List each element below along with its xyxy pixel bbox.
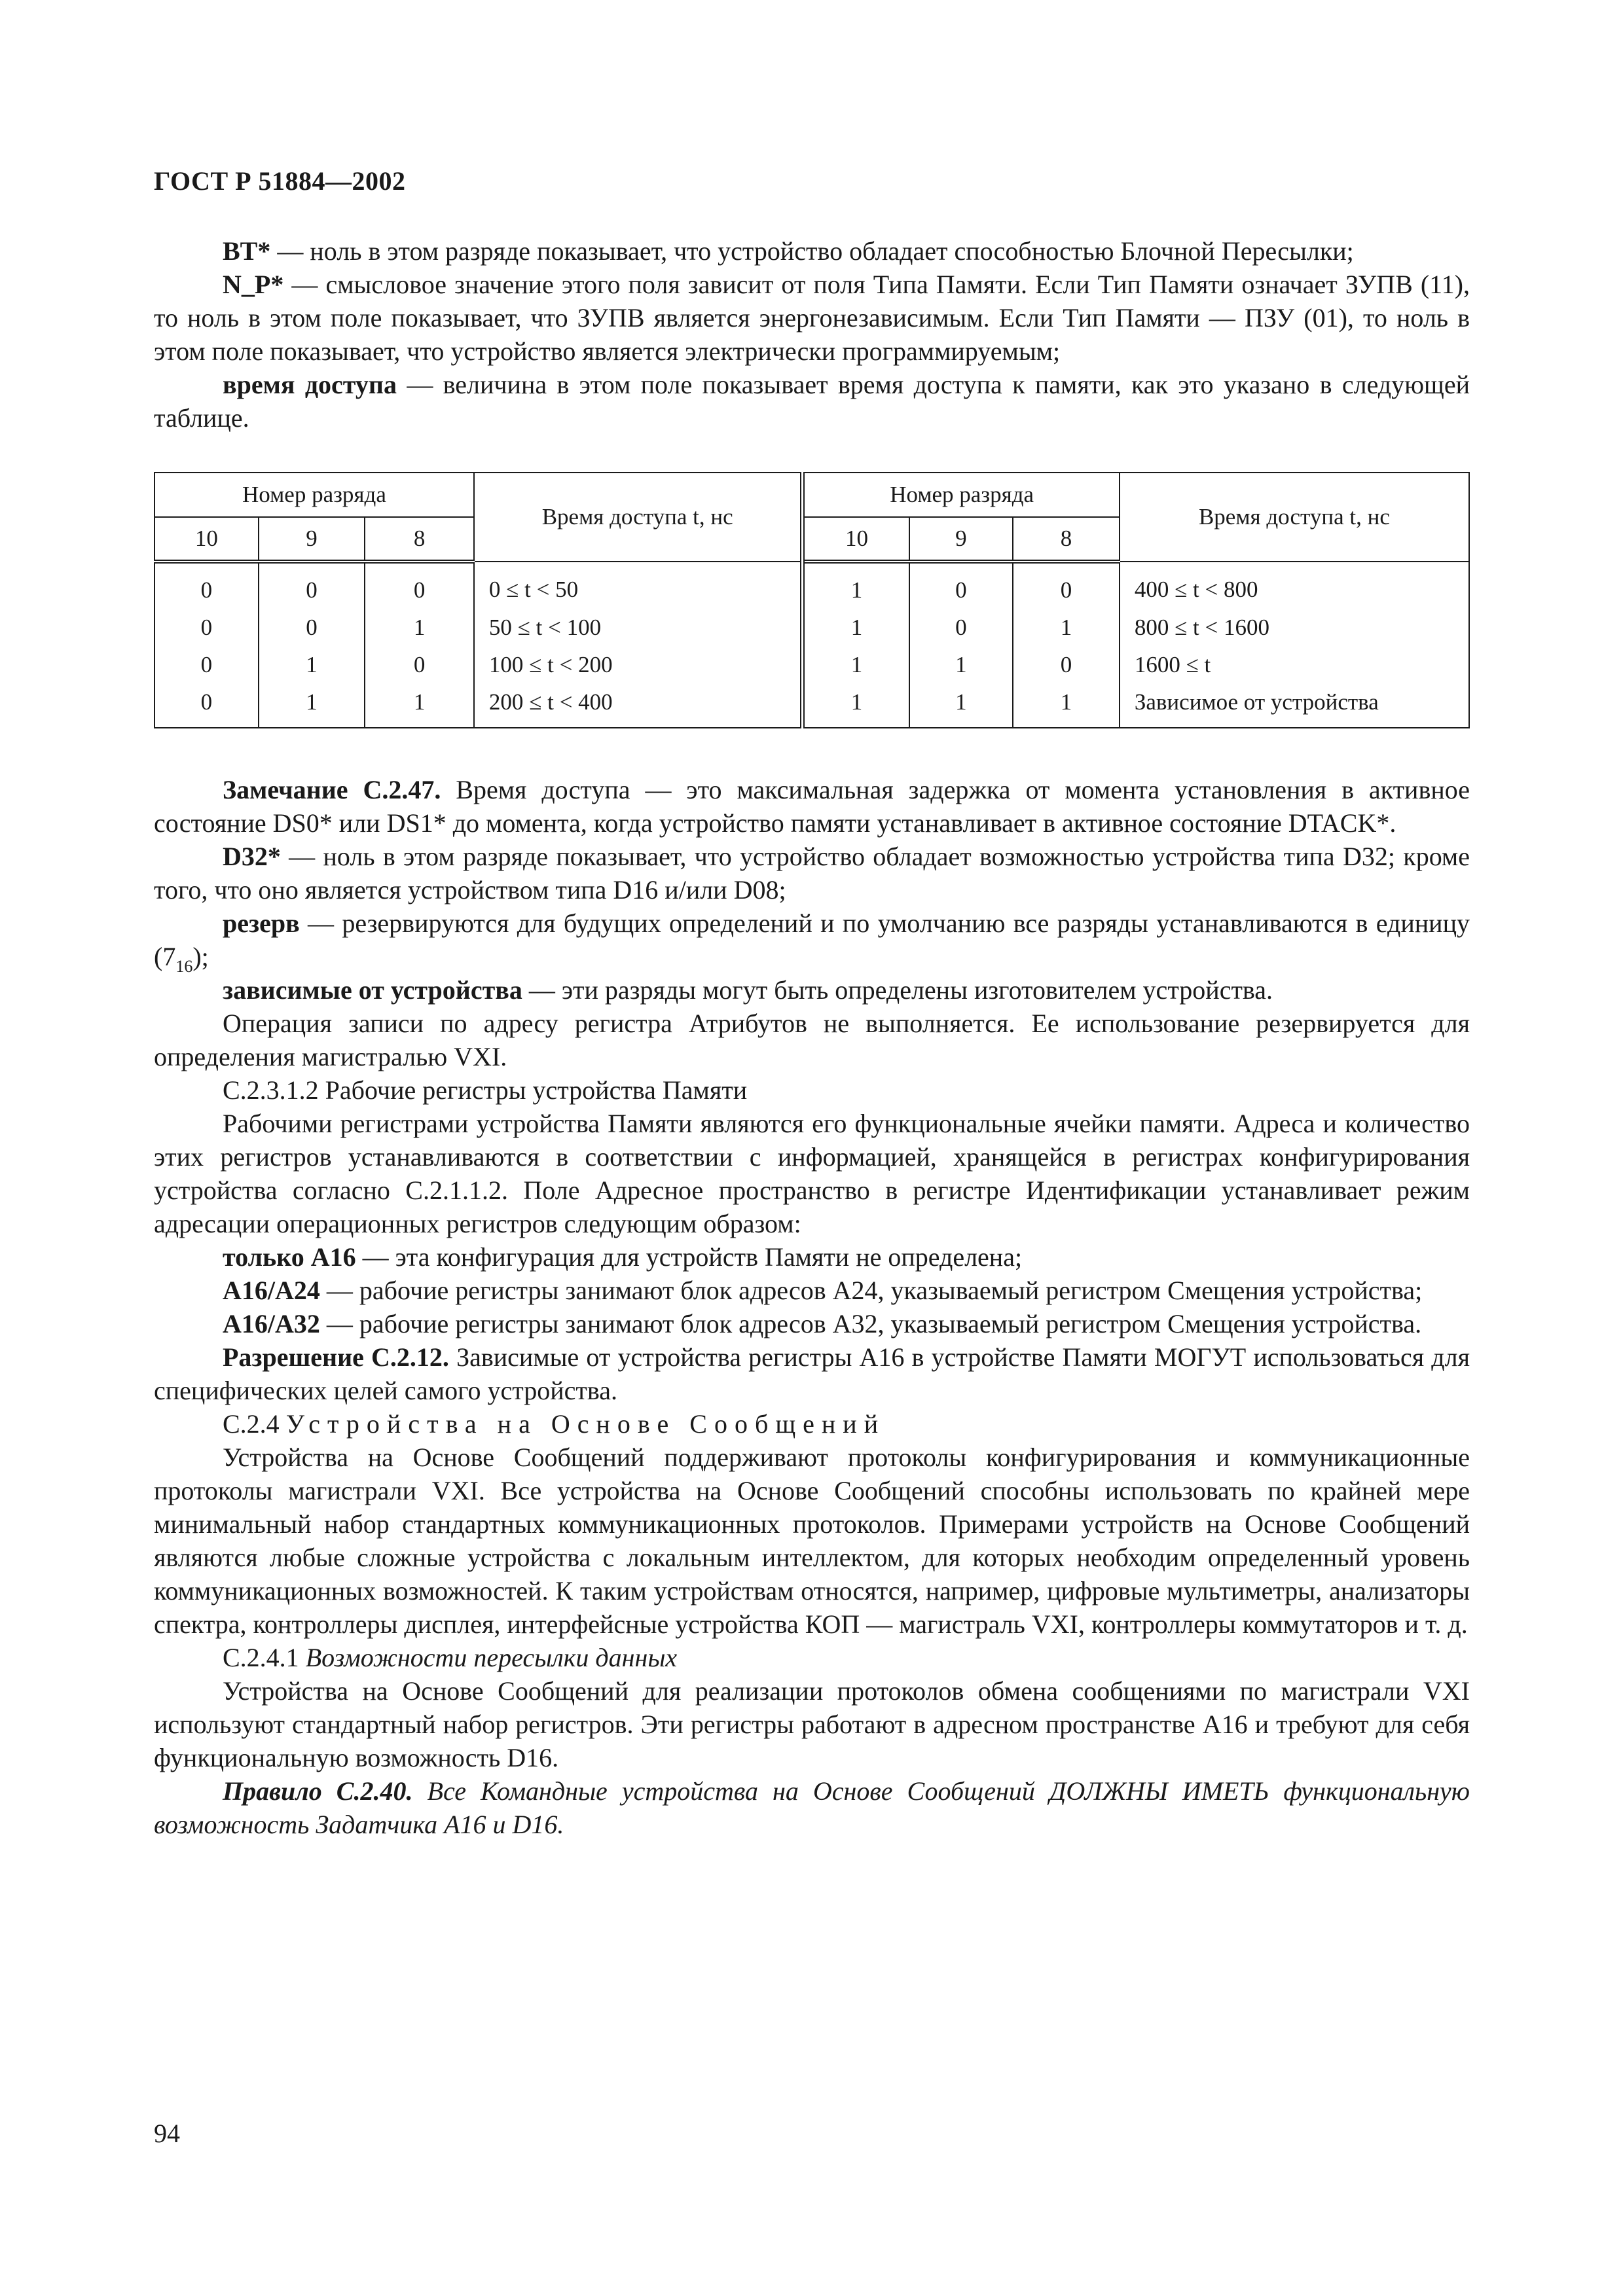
access-time-table-wrap <box>154 472 1470 728</box>
table-cell: 1 <box>259 646 365 683</box>
term-d32: D32* <box>223 842 281 871</box>
header-bit-8-right: 8 <box>1013 517 1120 562</box>
table-cell: 1 <box>1013 609 1120 646</box>
table-cell: 1 <box>365 683 474 728</box>
table-cell: 0 <box>259 562 365 609</box>
table-cell: 50 ≤ t < 100 <box>474 609 803 646</box>
table-row <box>155 562 1469 609</box>
table-row <box>155 683 1469 728</box>
header-bit-9-right: 9 <box>909 517 1013 562</box>
table-cell: 0 <box>365 562 474 609</box>
header-bit-8-left: 8 <box>365 517 474 562</box>
text-a16-only: — эта конфигурация для устройств Памяти не определена; <box>356 1242 1023 1272</box>
header-access-time-right-text: Время доступа t, нс <box>1198 504 1390 529</box>
permission-c212 <box>154 1340 1470 1407</box>
paragraph-message-devices: Устройства на Основе Сообщений поддерживают протоколы конфигурирования и коммуникационные протоколы магистрали VXI. Все устройства на Основе Сообщений способны использовать по крайней мере минимальный набор стандартных коммуникационных протоколов. Примерами устройств на Основе Сообщений являются любые сложные устройства с локальным интеллектом, для которых необходим определенный уровень коммуникационных возможностей. К таким устройствам относятся, например, цифровые мультиметры, анализаторы спектра, контроллеры дисплея, интерфейсные устройства КОП — магистраль VXI, контроллеры коммутаторов и т. д. <box>154 1443 1470 1639</box>
page-content <box>154 234 1470 1841</box>
header-access-time-left-text: Время доступа t, нс <box>541 504 733 529</box>
table-cell: 1 <box>803 609 909 646</box>
rule-c240 <box>154 1774 1470 1841</box>
header-bit-number-left: Номер разряда <box>155 473 474 517</box>
table-cell: 0 <box>259 609 365 646</box>
subscript-16: 16 <box>175 957 193 976</box>
text-d32: — ноль в этом разряде показывает, что устройство обладает возможностью устройства типа D32; кроме того, что оно является устройством типа D16 и/или D08; <box>154 842 1470 905</box>
text-a16-a24: — рабочие регистры занимают блок адресов А24, указываемый регистром Смещения устройства; <box>319 1276 1423 1305</box>
table-cell: 0 <box>909 562 1013 609</box>
table-cell: 1 <box>909 683 1013 728</box>
text-rule-c240: Все Командные устройства на Основе Сообщений ДОЛЖНЫ ИМЕТЬ функциональную возможность Задатчика А16 и D16. <box>154 1776 1470 1839</box>
term-a16-a24: А16/А24 <box>223 1276 320 1305</box>
section-c24-title: Устройства на Основе Сообщений <box>285 1409 886 1439</box>
table-cell: 1 <box>909 646 1013 683</box>
paragraph-attribute-write: Операция записи по адресу регистра Атрибутов не выполняется. Ее использование резервируется для определения магистралью VXI. <box>154 1009 1470 1071</box>
term-reserve: резерв <box>223 908 300 938</box>
table-cell: 100 ≤ t < 200 <box>474 646 803 683</box>
note-c247 <box>154 773 1470 840</box>
text-reserve-tail: ); <box>192 942 209 971</box>
table-header-row <box>155 473 1469 517</box>
paragraph-device-dependent <box>154 973 1470 1007</box>
page-number: 94 <box>154 2119 180 2148</box>
term-np: N_P* <box>223 270 284 299</box>
table-cell: 1 <box>1013 683 1120 728</box>
document-header: ГОСТ Р 51884—2002 <box>154 166 406 196</box>
paragraph-d32 <box>154 840 1470 906</box>
term-device-dependent: зависимые от устройства <box>223 975 522 1005</box>
text-np: — смысловое значение этого поля зависит от поля Типа Памяти. Если Тип Памяти означает ЗУПВ (11), то ноль в этом поле показывает, что ЗУПВ является энергонезависимым. Если Тип Памяти — ПЗУ (01), то ноль в этом поле показывает, что устройство является электрически программируемым; <box>154 270 1470 366</box>
section-c241-number: С.2.4.1 <box>223 1643 306 1672</box>
paragraph-a16-a32 <box>154 1307 1470 1340</box>
text-a16-a32: — рабочие регистры занимают блок адресов А32, указываемый регистром Смещения устройства. <box>319 1309 1422 1338</box>
table-cell: 0 <box>365 646 474 683</box>
table-row <box>155 646 1469 683</box>
section-c23112: С.2.3.1.2 Рабочие регистры устройства Памяти <box>223 1075 748 1105</box>
text-access-time: — величина в этом поле показывает время доступа к памяти, как это указано в следующей таблице. <box>154 370 1470 433</box>
paragraph-bt <box>154 234 1470 268</box>
text-device-dependent: — эти разряды могут быть определены изготовителем устройства. <box>522 975 1273 1005</box>
table-cell: 200 ≤ t < 400 <box>474 683 803 728</box>
section-c24 <box>154 1407 1470 1441</box>
header-access-time-left <box>474 473 803 562</box>
term-access-time: время доступа <box>223 370 397 399</box>
paragraph-np <box>154 268 1470 368</box>
table-row <box>155 609 1469 646</box>
text-bt: — ноль в этом разряде показывает, что устройство обладает способностью Блочной Пересылки; <box>270 236 1354 266</box>
paragraph-a16-a24 <box>154 1274 1470 1307</box>
term-rule-c240: Правило С.2.40. <box>223 1776 413 1806</box>
section-c24-number: С.2.4 <box>223 1409 286 1439</box>
paragraph-reserve <box>154 906 1470 976</box>
table-cell: 0 <box>155 562 259 609</box>
text-reserve: — резервируются для будущих определений и по умолчанию все разряды устанавливаются в единицу (7 <box>154 908 1470 971</box>
table-cell: 0 <box>155 646 259 683</box>
term-bt: BT* <box>223 236 271 266</box>
text-permission-c212: Зависимые от устройства регистры А16 в устройстве Памяти МОГУТ использоваться для специфических целей самого устройства. <box>154 1342 1470 1405</box>
header-bit-10-left: 10 <box>155 517 259 562</box>
term-note-c247: Замечание С.2.47. <box>223 775 441 804</box>
table-cell: 1 <box>259 683 365 728</box>
paragraph-access-time <box>154 368 1470 435</box>
table-cell: 1 <box>803 562 909 609</box>
term-permission-c212: Разрешение С.2.12. <box>223 1342 449 1372</box>
header-bit-number-right: Номер разряда <box>803 473 1120 517</box>
table-cell: 1 <box>803 646 909 683</box>
access-time-table <box>154 472 1470 728</box>
table-cell: 1 <box>365 609 474 646</box>
paragraph-transfer: Устройства на Основе Сообщений для реализации протоколов обмена сообщениями по магистрали VXI используют стандартный набор регистров. Эти регистры работают в адресном пространстве А16 и требуют для себя функциональную возможность D16. <box>154 1676 1470 1772</box>
header-bit-9-left: 9 <box>259 517 365 562</box>
table-cell: 0 <box>155 683 259 728</box>
table-cell: 400 ≤ t < 800 <box>1120 562 1469 609</box>
section-c241-title: Возможности пересылки данных <box>305 1643 678 1672</box>
term-a16-only: только А16 <box>223 1242 356 1272</box>
header-bit-10-right: 10 <box>803 517 909 562</box>
table-cell: 0 ≤ t < 50 <box>474 562 803 609</box>
table-cell: 0 <box>1013 562 1120 609</box>
table-cell: 1 <box>803 683 909 728</box>
table-cell: 0 <box>1013 646 1120 683</box>
table-cell: 0 <box>155 609 259 646</box>
header-access-time-right <box>1120 473 1469 562</box>
table-cell: 0 <box>909 609 1013 646</box>
table-cell: 800 ≤ t < 1600 <box>1120 609 1469 646</box>
section-c241 <box>154 1641 1470 1674</box>
text-note-c247: Время доступа — это максимальная задержка от момента установления в активное состояние DS0* или DS1* до момента, когда устройство памяти устанавливает в активное состояние DTACK*. <box>154 775 1470 838</box>
paragraph-working-registers: Рабочими регистрами устройства Памяти являются его функциональные ячейки памяти. Адреса и количество этих регистров устанавливаются в соответствии с информацией, хранящейся в регистрах конфигурирования устройства согласно С.2.1.1.2. Поле Адресное пространство в регистре Идентификации устанавливает режим адресации операционных регистров следующим образом: <box>154 1109 1470 1238</box>
term-a16-a32: А16/А32 <box>223 1309 320 1338</box>
table-cell: Зависимое от устройства <box>1120 683 1469 728</box>
paragraph-a16-only <box>154 1240 1470 1274</box>
table-cell: 1600 ≤ t <box>1120 646 1469 683</box>
